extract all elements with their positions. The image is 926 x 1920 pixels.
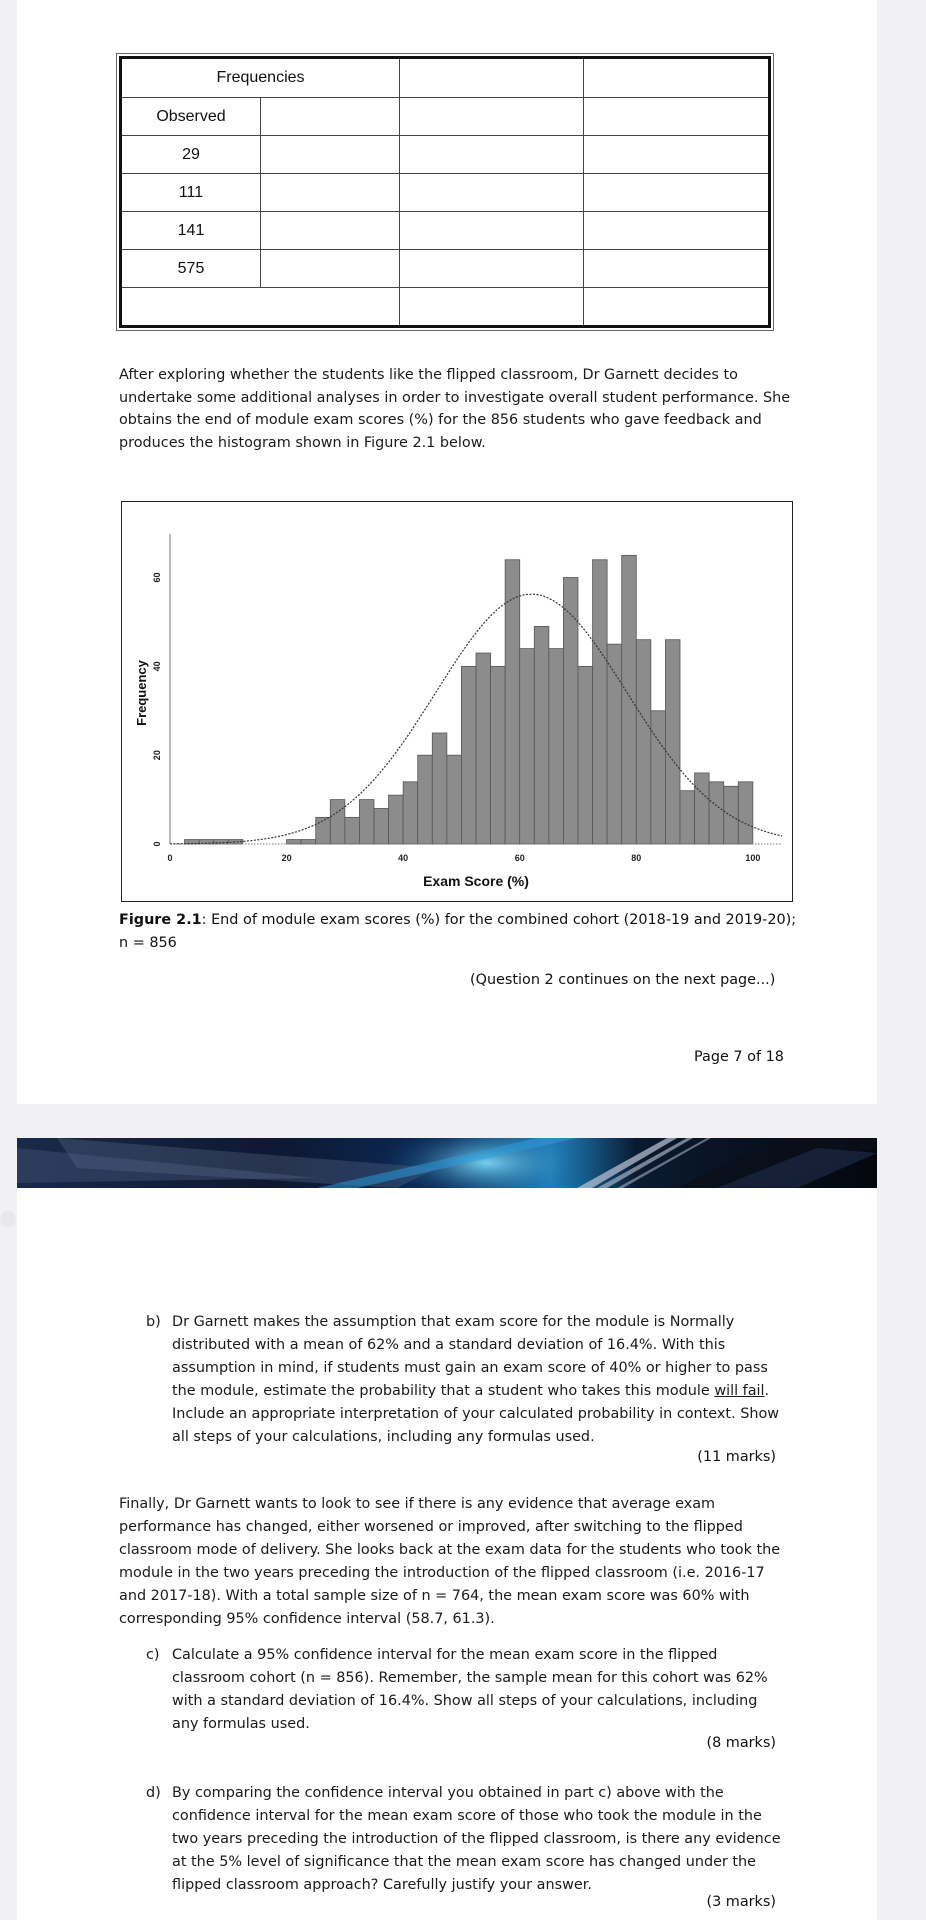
y-tick-label: 40 xyxy=(152,661,162,672)
table-cell-empty xyxy=(583,174,769,212)
figure-label: Figure 2.1 xyxy=(119,912,202,928)
table-cell-empty xyxy=(261,250,400,288)
observed-cell: 111 xyxy=(121,174,261,212)
table-row xyxy=(121,136,770,174)
page-background-left xyxy=(0,0,17,1920)
table-cell-empty xyxy=(583,288,769,327)
table-header-observed: Observed xyxy=(121,98,261,136)
page-background-right xyxy=(877,0,926,1920)
question-c xyxy=(146,1644,796,1744)
table-cell-empty xyxy=(400,58,584,98)
x-tick-label: 20 xyxy=(281,853,292,863)
histogram-bar xyxy=(622,555,637,844)
x-axis-label: Exam Score (%) xyxy=(423,873,529,889)
histogram-bar xyxy=(461,666,476,844)
histogram-bar xyxy=(593,560,608,844)
histogram-bar xyxy=(695,773,710,844)
histogram-bar xyxy=(651,711,666,844)
table-cell-empty xyxy=(583,98,769,136)
continues-note: (Question 2 continues on the next page...) xyxy=(470,972,776,988)
histogram-bar xyxy=(301,840,316,844)
histogram-bar xyxy=(578,666,593,844)
question-b-text-end: . Include an appropriate interpretation of your calculated probability in context. Show all steps of your calculations, including any formulas used. xyxy=(172,1383,780,1445)
x-tick-label: 100 xyxy=(745,853,761,863)
question-c-marks: (8 marks) xyxy=(706,1735,776,1751)
y-axis-label: Frequency xyxy=(134,660,149,726)
table-row xyxy=(121,174,770,212)
histogram-bar xyxy=(345,817,360,844)
histogram-chart xyxy=(122,502,792,901)
intro-paragraph: After exploring whether the students like the flipped classroom, Dr Garnett decides to undertake some additional analyses in order to investigate overall student performance. She obtains the end of module exam scores (%) for the 856 students who gave feedback and produces the histogram shown in Figure 2.1 below. xyxy=(119,367,791,451)
table-row-total xyxy=(121,288,770,327)
question-b-label: b) xyxy=(146,1314,161,1330)
histogram-bar xyxy=(520,649,535,844)
histogram-bar xyxy=(636,640,651,844)
question-c-text: Calculate a 95% confidence interval for the mean exam score in the flipped classroom cohort (n = 856). Remember, the sample mean for this cohort was 62% with a standard deviation of 16.4%. Show all steps of your calculations, including any formulas used. xyxy=(172,1647,768,1732)
histogram-bar xyxy=(563,578,578,844)
observed-cell: 141 xyxy=(121,212,261,250)
table-cell-empty xyxy=(583,212,769,250)
histogram-bar xyxy=(607,644,622,844)
table-cell-empty xyxy=(400,98,584,136)
histogram-bar xyxy=(665,640,680,844)
frequencies-table xyxy=(119,56,771,328)
y-tick-label: 60 xyxy=(152,572,162,583)
table-cell-empty xyxy=(583,136,769,174)
question-d xyxy=(146,1782,796,1897)
histogram-bar xyxy=(549,649,564,844)
histogram-bar xyxy=(403,782,418,844)
table-cell-empty xyxy=(400,288,584,327)
x-tick-label: 60 xyxy=(514,853,525,863)
table-cell-empty xyxy=(583,58,769,98)
histogram-bar xyxy=(709,782,724,844)
table-cell-empty xyxy=(261,136,400,174)
question-b xyxy=(146,1311,796,1451)
histogram-bar xyxy=(316,817,331,844)
table-cell-empty xyxy=(261,98,400,136)
side-handle xyxy=(0,1211,16,1227)
table-cell-empty xyxy=(261,212,400,250)
question-c-label: c) xyxy=(146,1647,160,1663)
histogram-bar xyxy=(359,800,374,844)
figure-caption xyxy=(119,909,799,955)
x-tick-label: 40 xyxy=(398,853,409,863)
table-cell-empty xyxy=(400,250,584,288)
table-header-frequencies: Frequencies xyxy=(121,58,400,98)
question-b-marks: (11 marks) xyxy=(697,1449,776,1465)
will-fail-emphasis: will fail xyxy=(714,1383,765,1399)
table-cell-empty xyxy=(400,174,584,212)
table-row xyxy=(121,212,770,250)
histogram-bar xyxy=(491,666,506,844)
banner-graphic xyxy=(17,1138,877,1188)
y-tick-label: 0 xyxy=(152,841,162,847)
histogram-bar xyxy=(389,795,404,844)
table-cell-empty xyxy=(261,174,400,212)
y-tick-label: 20 xyxy=(152,750,162,761)
page-number: Page 7 of 18 xyxy=(694,1049,784,1065)
observed-cell: 575 xyxy=(121,250,261,288)
table-row xyxy=(121,250,770,288)
histogram-bar xyxy=(534,626,549,844)
question-d-text: By comparing the confidence interval you obtained in part c) above with the confidence interval for the mean exam score of those who took the module in the two years preceding the introduction of the flipped classroom, is there any evidence at the 5% level of significance that the mean exam score has changed under the flipped classroom approach? Carefully justify your answer. xyxy=(172,1785,781,1893)
histogram-figure xyxy=(121,501,793,902)
histogram-bar xyxy=(418,755,433,844)
histogram-bar xyxy=(680,791,695,844)
table-cell-empty xyxy=(583,250,769,288)
question-b-text xyxy=(172,1311,784,1449)
table-cell-empty xyxy=(400,136,584,174)
decorative-banner xyxy=(17,1138,877,1188)
histogram-bar xyxy=(330,800,345,844)
page-gap xyxy=(0,1104,926,1138)
histogram-bar xyxy=(476,653,491,844)
histogram-bar xyxy=(447,755,462,844)
histogram-bar xyxy=(432,733,447,844)
observed-cell: 29 xyxy=(121,136,261,174)
x-tick-label: 0 xyxy=(167,853,173,863)
histogram-bar xyxy=(738,782,753,844)
table-cell-empty xyxy=(400,212,584,250)
paragraph-flipped-classroom: Finally, Dr Garnett wants to look to see if there is any evidence that average exam performance has changed, either worsened or improved, after switching to the flipped classroom mode of delivery. She looks back at the exam data for the students who took the module in the two years preceding the introduction of the flipped classroom (i.e. 2016-17 and 2017-18). With a total sample size of n = 764, the mean exam score was 60% with corresponding 95% confidence interval (58.7, 61.3). xyxy=(119,1496,781,1627)
histogram-bar xyxy=(287,840,302,844)
question-b-text-start: Dr Garnett makes the assumption that exam score for the module is Normally distributed with a mean of 62% and a standard deviation of 16.4%. With this assumption in mind, if students must gain an exam score of 40% or higher to pass the module, estimate the probability that a student who takes this module xyxy=(172,1314,768,1399)
question-d-label: d) xyxy=(146,1785,161,1801)
question-d-marks: (3 marks) xyxy=(706,1894,776,1910)
x-tick-label: 80 xyxy=(631,853,642,863)
histogram-bar xyxy=(374,808,389,844)
figure-caption-text: : End of module exam scores (%) for the combined cohort (2018-19 and 2019-20); n = 856 xyxy=(119,912,797,951)
table-cell-empty xyxy=(121,288,400,327)
